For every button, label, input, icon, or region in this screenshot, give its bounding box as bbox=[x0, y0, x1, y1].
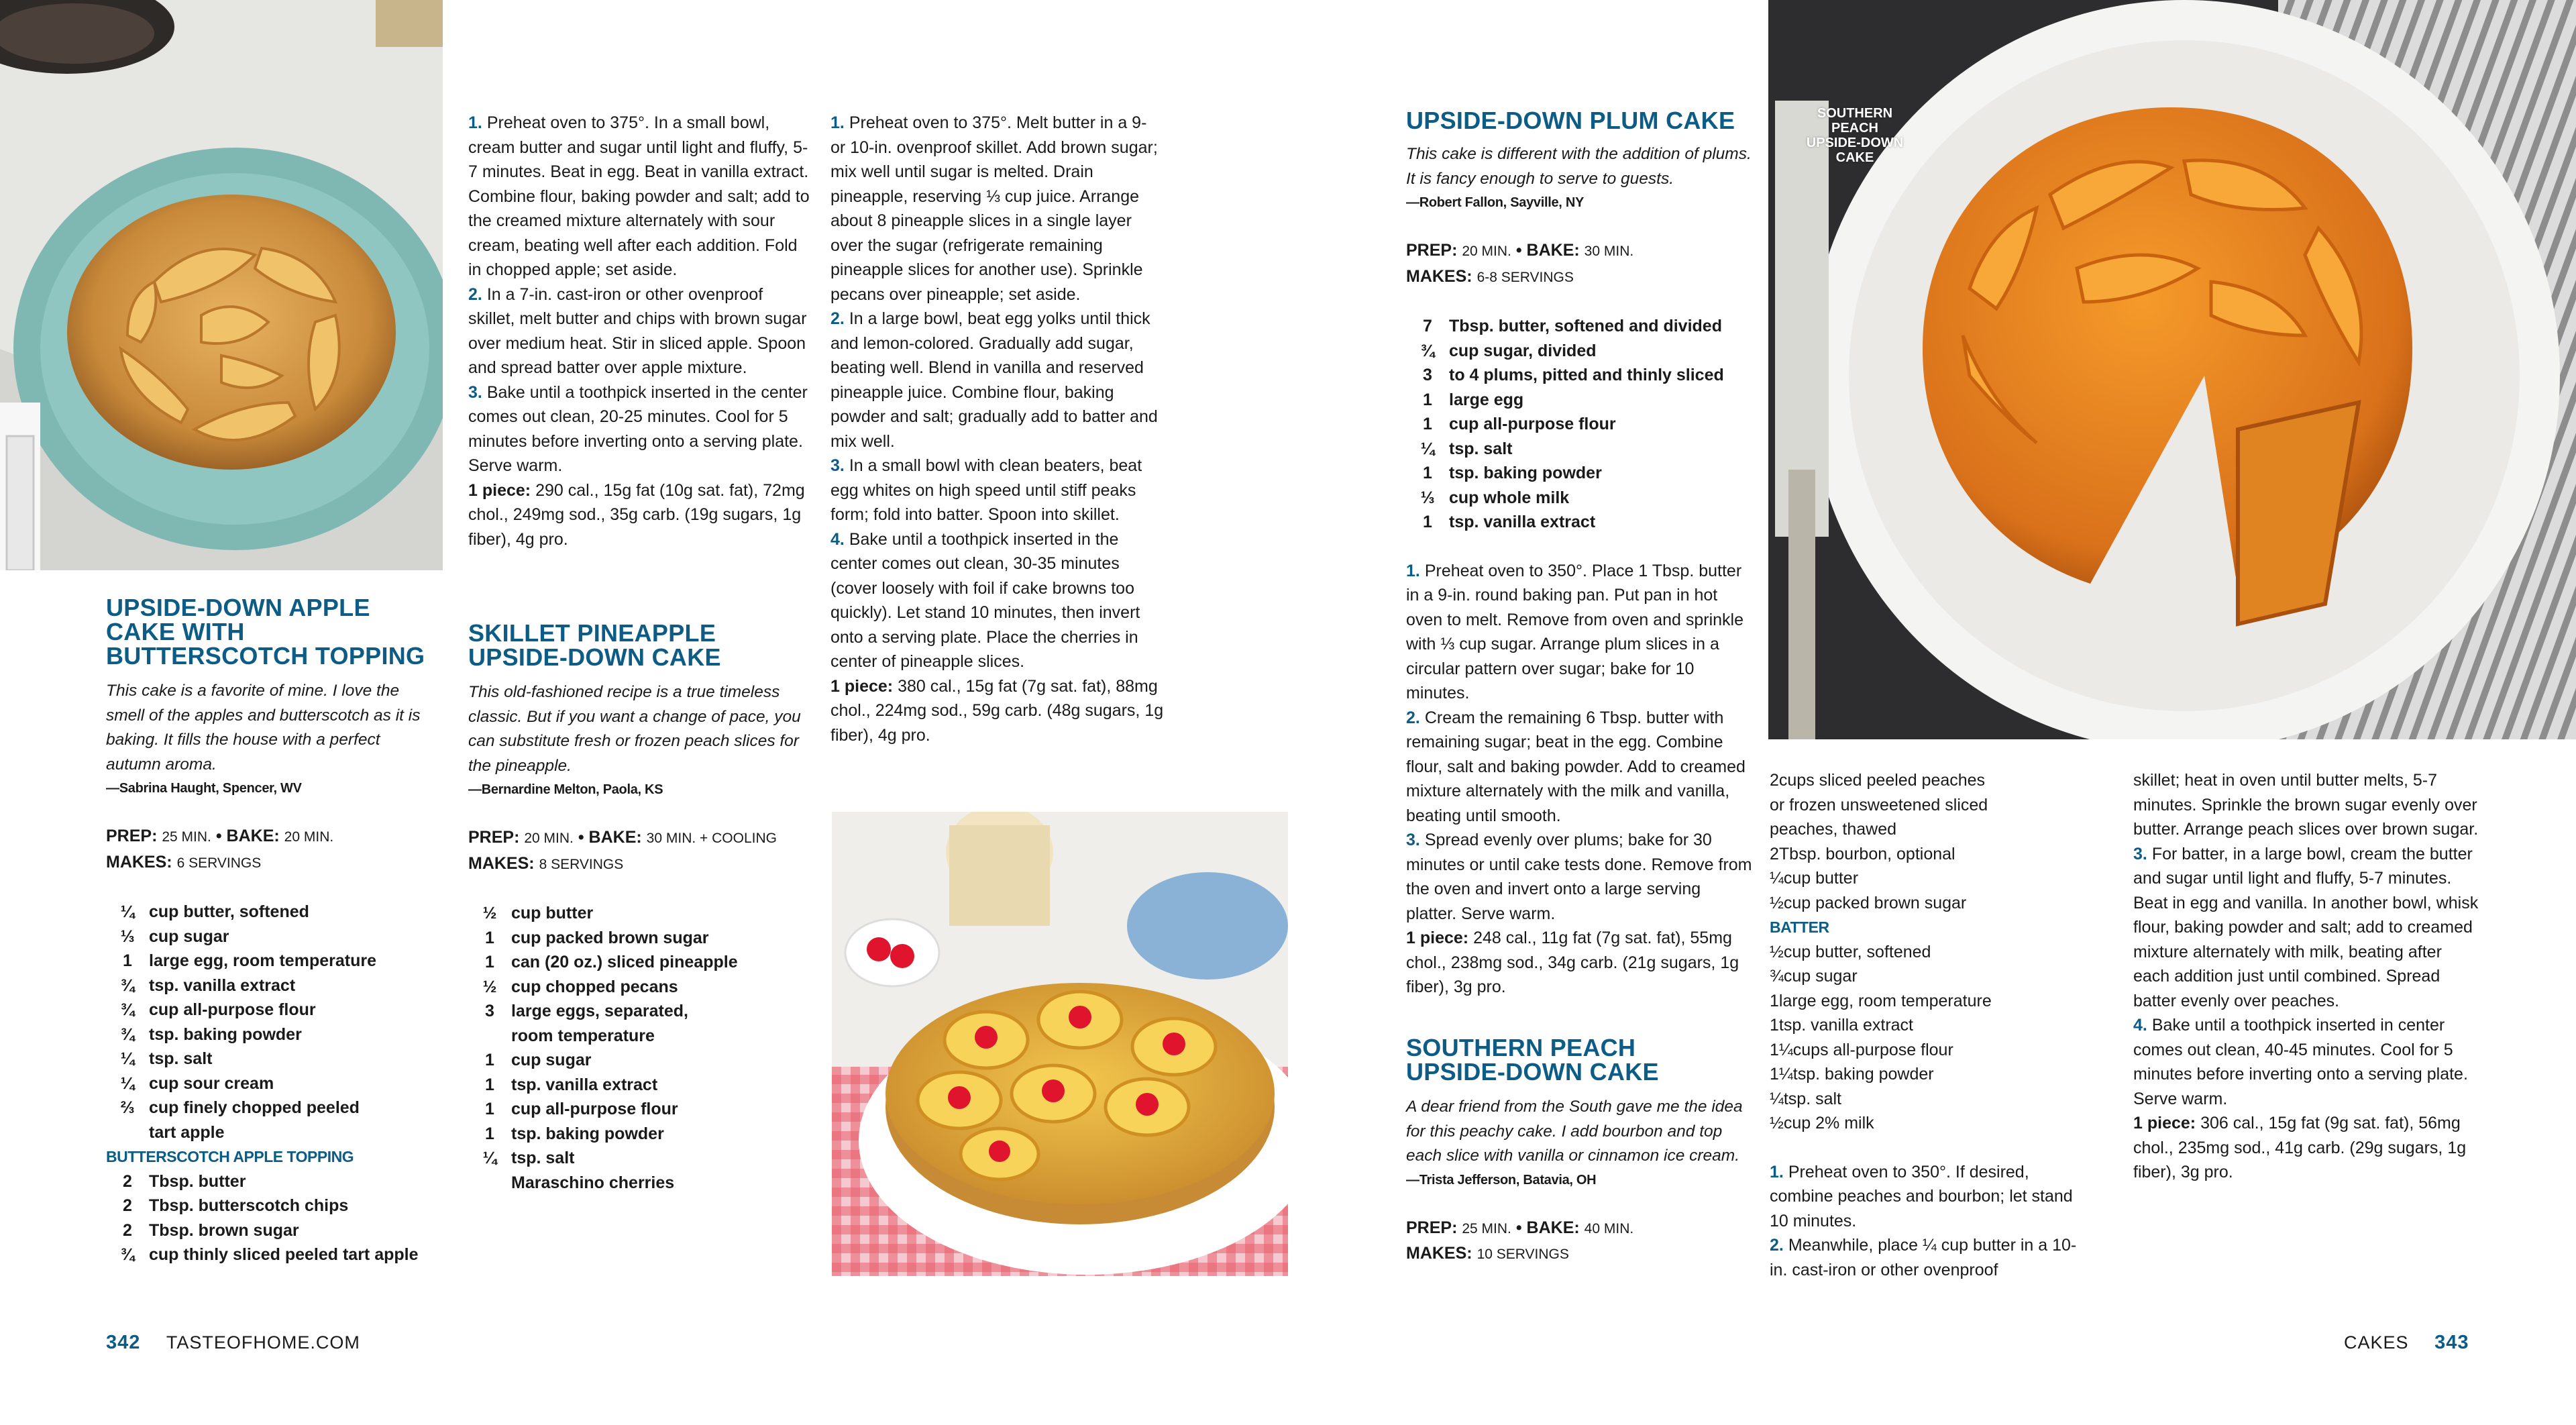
pineapple-title: SKILLET PINEAPPLE UPSIDE-DOWN CAKE bbox=[468, 619, 721, 671]
direction-step bbox=[1406, 559, 1755, 706]
ingredient-text: cup sugar bbox=[511, 1051, 592, 1069]
ingredient-row bbox=[1770, 989, 2092, 1014]
step-number: 3. bbox=[468, 382, 482, 402]
ingredient-row bbox=[1770, 891, 2092, 916]
ingredient-text: cup all-purpose flour bbox=[511, 1100, 678, 1118]
ingredient-quantity: 2 bbox=[123, 1171, 132, 1191]
peach-step-3: 3. For batter, in a large bowl, cream the butter and sugar until light and fluffy, 5-7 minutes. Beat in egg and vanilla. In another bowl, whisk flour, baking powder and salt; add to creamed mixture alternately with milk, beating after each addition just until combined. Spread batter evenly over peaches. bbox=[2133, 844, 2479, 1010]
ingredient-quantity: ¼ bbox=[1770, 1089, 1784, 1108]
ingredient-text: tart apple bbox=[149, 1122, 225, 1142]
ingredient-row bbox=[1770, 1013, 2092, 1038]
ingredient-quantity: ⅓ bbox=[1420, 488, 1435, 507]
ingredient-text: cup thinly sliced peeled tart apple bbox=[149, 1245, 419, 1264]
ingredient-quantity: ½ bbox=[482, 977, 497, 996]
ingredient-row bbox=[106, 1022, 435, 1047]
ingredient-text: cup sugar bbox=[149, 927, 229, 946]
pineapple-cake-photo bbox=[832, 812, 1288, 1276]
ingredient-quantity: ⅓ bbox=[120, 927, 135, 946]
ingredient-quantity: ¾ bbox=[120, 975, 135, 995]
ingredient-quantity: 1 bbox=[1423, 390, 1432, 409]
ingredient-text: tsp. salt bbox=[149, 1049, 213, 1068]
ingredient-row bbox=[1406, 339, 1755, 364]
apple-cake-photo bbox=[0, 0, 443, 570]
ingredient-quantity: ⅔ bbox=[120, 1098, 135, 1117]
plum-makes: MAKES: 6-8 SERVINGS bbox=[1406, 266, 1574, 286]
ingredient-row bbox=[1770, 1038, 2092, 1063]
peach-batter-head: BATTER bbox=[1770, 918, 1829, 936]
ingredient-text: tsp. baking powder bbox=[1792, 1065, 1934, 1084]
ingredient-row bbox=[1770, 842, 2092, 867]
direction-step bbox=[468, 111, 810, 282]
peach-step-4: 4. Bake until a toothpick inserted in center comes out clean, 40-45 minutes. Cool for 5 minutes before inverting onto a serving plate. Serve warm. bbox=[2133, 1016, 2468, 1108]
ingredient-row bbox=[468, 1073, 804, 1098]
ingredient-row bbox=[468, 950, 804, 975]
ingredient-quantity: ½ bbox=[482, 904, 497, 922]
direction-step bbox=[468, 282, 810, 380]
apple-topping-head: BUTTERSCOTCH APPLE TOPPING bbox=[106, 1148, 354, 1165]
ingredient-quantity: ½ bbox=[1770, 893, 1784, 912]
step-text: Cream the remaining 6 Tbsp. butter with remaining sugar; beat in the egg. Combine flour, salt and baking powder. Add to creamed mixture alternately with the milk and vanilla, beating until smooth. bbox=[1406, 708, 1746, 825]
ingredient-row bbox=[106, 1096, 435, 1120]
peach-recipe-header bbox=[1406, 1036, 1755, 1267]
ingredient-text: large eggs, separated, bbox=[511, 1002, 689, 1020]
peach-batter-ingredients bbox=[1770, 940, 2092, 1136]
ingredient-quantity: 2 bbox=[123, 1196, 132, 1215]
ingredient-row bbox=[106, 1169, 435, 1194]
ingredient-row bbox=[1406, 486, 1755, 511]
ingredient-quantity: 1 bbox=[1423, 415, 1432, 433]
step-text: Preheat oven to 375°. Melt butter in a 9- or 10-in. ovenproof skillet. Add brown sugar; mix well until sugar is melted. Drain pineapple, reserving ⅓ cup juice. Arrange about 8 pineapple slices in a single layer over the sugar (refrigerate remaining pineapple slices for another use). Sprinkle pecans over pineapple; set aside. bbox=[830, 113, 1158, 304]
step-text: Preheat oven to 350°. Place 1 Tbsp. butter in a 9-in. round baking pan. Put pan in hot oven to melt. Remove from oven and sprinkle with ⅓ cup sugar. Arrange plum slices in a circular pattern over sugar; bake for 10 minutes. bbox=[1406, 561, 1744, 702]
peach-ingredients bbox=[1770, 768, 2092, 915]
ingredient-quantity: ¾ bbox=[1770, 967, 1784, 986]
ingredient-text: cup butter bbox=[511, 904, 594, 922]
plum-intro: This cake is different with the addition of plums. It is fancy enough to serve to guests. bbox=[1406, 145, 1752, 188]
ingredient-text: cup packed brown sugar bbox=[1783, 893, 1967, 912]
ingredient-row bbox=[106, 1071, 435, 1096]
ingredient-row bbox=[468, 1146, 804, 1171]
ingredient-quantity: ¼ bbox=[1770, 869, 1784, 888]
ingredient-quantity: 1 bbox=[485, 928, 494, 947]
ingredient-row bbox=[1406, 388, 1755, 413]
ingredient-row bbox=[468, 999, 804, 1024]
ingredient-quantity: 3 bbox=[485, 1002, 494, 1020]
ingredient-text: Tbsp. bourbon, optional bbox=[1778, 844, 1955, 863]
ingredient-quantity: 2 bbox=[123, 1220, 132, 1240]
peach-nutrition: 1 piece: 306 cal., 15g fat (9g sat. fat), 56mg chol., 235mg sod., 41g carb. (29g sugars, 1g fiber), 3g pro. bbox=[2133, 1114, 2467, 1181]
ingredient-text: Tbsp. brown sugar bbox=[149, 1220, 299, 1240]
ingredient-text: tsp. vanilla extract bbox=[1778, 1016, 1913, 1035]
ingredient-row bbox=[1406, 314, 1755, 339]
peach-ingredients-col bbox=[1770, 768, 2092, 1282]
direction-step bbox=[830, 307, 1166, 454]
pineapple-nutrition: 1 piece: 380 cal., 15g fat (7g sat. fat), 88mg chol., 224mg sod., 59g carb. (48g sugars, 1g fiber), 4g pro. bbox=[830, 676, 1164, 745]
ingredient-text: cup sour cream bbox=[149, 1073, 274, 1093]
ingredient-row bbox=[468, 926, 804, 951]
ingredient-row bbox=[1406, 437, 1755, 462]
ingredient-row bbox=[1770, 940, 2092, 965]
pineapple-recipe bbox=[468, 621, 804, 1195]
ingredient-text: cup sugar bbox=[1783, 967, 1858, 986]
step-number: 1. bbox=[830, 113, 845, 132]
pineapple-byline: —Bernardine Melton, Paola, KS bbox=[468, 782, 663, 797]
ingredient-quantity: ¼ bbox=[1420, 439, 1435, 458]
ingredient-text: tsp. salt bbox=[1783, 1089, 1842, 1108]
pineapple-intro: This old-fashioned recipe is a true timeless classic. But if you want a change of pace, you can substitute fresh or frozen peach slices for the pineapple. bbox=[468, 683, 801, 775]
ingredient-quantity: 1 bbox=[485, 1051, 494, 1069]
ingredient-quantity: ¾ bbox=[120, 1245, 135, 1264]
peach-title: SOUTHERN PEACH UPSIDE-DOWN CAKE bbox=[1406, 1034, 1659, 1086]
ingredient-quantity: ¾ bbox=[120, 1000, 135, 1019]
ingredient-text: Tbsp. butter, softened and divided bbox=[1449, 317, 1722, 335]
plum-title: UPSIDE-DOWN PLUM CAKE bbox=[1406, 107, 1735, 134]
apple-intro: This cake is a favorite of mine. I love the smell of the apples and butterscotch as it is baking. It fills the house with a perfect autumn aroma. bbox=[106, 682, 421, 774]
ingredient-text: cup finely chopped peeled bbox=[149, 1098, 360, 1117]
ingredient-text: Tbsp. butter bbox=[149, 1171, 246, 1191]
apple-title: UPSIDE-DOWN APPLE CAKE WITH BUTTERSCOTCH TOPPING bbox=[106, 594, 425, 670]
peach-directions-col bbox=[2133, 768, 2482, 1185]
ingredient-text: tsp. vanilla extract bbox=[511, 1075, 658, 1094]
apple-makes: MAKES: 6 SERVINGS bbox=[106, 852, 262, 872]
ingredient-quantity: 1 bbox=[1423, 464, 1432, 482]
ingredient-row bbox=[468, 1048, 804, 1073]
ingredient-text: to 4 plums, pitted and thinly sliced bbox=[1449, 366, 1724, 384]
apple-directions bbox=[468, 111, 810, 551]
plum-recipe bbox=[1406, 109, 1755, 1000]
ingredient-text: cup whole milk bbox=[1449, 488, 1570, 507]
ingredient-text: peaches, thawed bbox=[1770, 820, 1897, 839]
ingredient-quantity: ¼ bbox=[482, 1149, 497, 1167]
ingredient-row bbox=[468, 1122, 804, 1147]
step-number: 2. bbox=[468, 284, 482, 304]
ingredient-row bbox=[1406, 461, 1755, 486]
ingredient-quantity: 1 bbox=[485, 1075, 494, 1094]
ingredient-row bbox=[106, 1243, 435, 1267]
ingredient-text: tsp. salt bbox=[1449, 439, 1513, 458]
plum-ingredients bbox=[1406, 314, 1755, 535]
ingredient-row bbox=[1770, 793, 2092, 818]
ingredient-quantity bbox=[106, 1120, 149, 1145]
step-number: 2. bbox=[830, 309, 845, 328]
ingredient-text: can (20 oz.) sliced pineapple bbox=[511, 953, 738, 971]
ingredient-row bbox=[1770, 1087, 2092, 1112]
ingredient-text: tsp. baking powder bbox=[1449, 464, 1602, 482]
ingredient-text: cup chopped pecans bbox=[511, 977, 678, 996]
peach-makes: MAKES: 10 SERVINGS bbox=[1406, 1244, 1569, 1263]
pineapple-directions bbox=[830, 111, 1166, 747]
direction-step bbox=[830, 111, 1166, 307]
right-page-number: 343 bbox=[2434, 1332, 2469, 1353]
step-number: 1. bbox=[1406, 561, 1420, 580]
step-text: Preheat oven to 375°. In a small bowl, cream butter and sugar until light and fluffy, 5-7 minutes. Beat in egg. Beat in vanilla extract. Combine flour, baking powder and salt; add to the creamed mixture alternately with sour cream, beating well after each addition. Fold in chopped apple; set aside. bbox=[468, 113, 810, 279]
ingredient-quantity bbox=[468, 1171, 511, 1196]
direction-step bbox=[830, 527, 1166, 674]
ingredient-text: cup packed brown sugar bbox=[511, 928, 709, 947]
ingredient-text: tsp. vanilla extract bbox=[149, 975, 296, 995]
apple-recipe bbox=[106, 596, 435, 1267]
direction-step bbox=[1406, 706, 1755, 829]
ingredient-text: cups sliced peeled peaches bbox=[1778, 771, 1986, 790]
ingredient-quantity: 1 bbox=[1770, 1016, 1779, 1035]
step-number: 3. bbox=[1406, 831, 1420, 849]
ingredient-quantity: ¾ bbox=[120, 1024, 135, 1044]
step-number: 4. bbox=[830, 529, 845, 549]
ingredient-text: tsp. vanilla extract bbox=[1449, 513, 1596, 531]
plum-nutrition: 1 piece: 248 cal., 11g fat (7g sat. fat), 55mg chol., 238mg sod., 34g carb. (21g sugars, 1g fiber), 3g pro. bbox=[1406, 929, 1739, 996]
ingredient-quantity: 1 bbox=[485, 1100, 494, 1118]
peach-step-2-cont: skillet; heat in oven until butter melts, 5-7 minutes. Sprinkle the brown sugar evenly over butter. Arrange peach slices over brown sugar. bbox=[2133, 771, 2479, 839]
ingredient-row bbox=[106, 1218, 435, 1243]
ingredient-row bbox=[1770, 768, 2092, 793]
right-folio bbox=[2344, 1330, 2469, 1355]
ingredient-text: Tbsp. butterscotch chips bbox=[149, 1196, 349, 1215]
pineapple-ingredients bbox=[468, 901, 804, 1195]
ingredient-row bbox=[106, 998, 435, 1022]
step-text: Spread evenly over plums; bake for 30 minutes or until cake tests done. Remove from the oven and invert onto a large serving platter. Serve warm. bbox=[1406, 831, 1752, 923]
ingredient-row bbox=[1770, 1062, 2092, 1087]
apple-nutrition: 1 piece: 290 cal., 15g fat (10g sat. fat), 72mg chol., 249mg sod., 35g carb. (19g sugars, 1g fiber), 4g pro. bbox=[468, 480, 805, 549]
ingredient-text: large egg, room temperature bbox=[1778, 991, 1992, 1010]
direction-step bbox=[1406, 828, 1755, 926]
ingredient-text: cup butter, softened bbox=[149, 902, 309, 921]
peach-intro: A dear friend from the South gave me the idea for this peachy cake. I add bourbon and top each slice with vanilla or cinnamon ice cream. bbox=[1406, 1098, 1743, 1165]
ingredient-quantity: ¾ bbox=[1420, 341, 1435, 360]
ingredient-row bbox=[1770, 1111, 2092, 1136]
ingredient-quantity: 1 bbox=[1423, 513, 1432, 531]
pineapple-makes: MAKES: 8 SERVINGS bbox=[468, 853, 624, 873]
ingredient-text: large egg bbox=[1449, 390, 1524, 409]
peach-photo-label: SOUTHERN PEACH UPSIDE-DOWN CAKE bbox=[1806, 106, 1904, 165]
apple-ingredients bbox=[106, 900, 435, 1145]
direction-step bbox=[468, 380, 810, 478]
step-text: Bake until a toothpick inserted in the center comes out clean, 20-25 minutes. Cool for 5 minutes before inverting onto a serving plate. Serve warm. bbox=[468, 382, 808, 475]
step-text: Bake until a toothpick inserted in the center comes out clean, 30-35 minutes (cover loosely with foil if cake browns too quickly). Let stand 10 minutes, then invert onto a serving plate. Place the cherries in center of pineapple slices. bbox=[830, 529, 1140, 671]
ingredient-text: cup 2% milk bbox=[1783, 1114, 1874, 1132]
ingredient-quantity: ½ bbox=[1770, 942, 1784, 961]
ingredient-row bbox=[468, 1171, 804, 1196]
ingredient-text: cup butter bbox=[1783, 869, 1859, 888]
ingredient-quantity: 1 bbox=[123, 951, 132, 970]
peach-byline: —Trista Jefferson, Batavia, OH bbox=[1406, 1172, 1597, 1188]
ingredient-quantity: 3 bbox=[1423, 366, 1432, 384]
step-text: In a 7-in. cast-iron or other ovenproof skillet, melt butter and chips with brown sugar over medium heat. Stir in sliced apple. Spoon and spread batter over apple mixture. bbox=[468, 284, 807, 377]
step-number: 3. bbox=[830, 456, 845, 475]
ingredient-row bbox=[468, 901, 804, 926]
ingredient-row bbox=[1770, 964, 2092, 989]
ingredient-quantity: ¼ bbox=[120, 1049, 135, 1068]
ingredient-quantity: 2 bbox=[1770, 844, 1779, 863]
ingredient-row bbox=[468, 1024, 804, 1049]
ingredient-row bbox=[106, 1047, 435, 1071]
ingredient-row bbox=[1770, 866, 2092, 891]
ingredient-row bbox=[468, 975, 804, 1000]
plum-byline: —Robert Fallon, Sayville, NY bbox=[1406, 195, 1584, 210]
direction-step bbox=[830, 454, 1166, 527]
ingredient-text: room temperature bbox=[511, 1026, 655, 1045]
section-name: CAKES bbox=[2344, 1332, 2409, 1353]
ingredient-row bbox=[106, 1120, 435, 1145]
ingredient-quantity bbox=[468, 1024, 511, 1049]
ingredient-row bbox=[106, 900, 435, 925]
ingredient-text: cup all-purpose flour bbox=[1449, 415, 1616, 433]
ingredient-quantity: 1 bbox=[485, 953, 494, 971]
ingredient-quantity: 1¼ bbox=[1770, 1040, 1793, 1059]
peach-prep-bake: PREP: 25 MIN. • BAKE: 40 MIN. bbox=[1406, 1218, 1634, 1237]
ingredient-row bbox=[1406, 412, 1755, 437]
left-folio bbox=[106, 1330, 360, 1355]
ingredient-text: tsp. baking powder bbox=[511, 1124, 664, 1143]
peach-step-1: 1. Preheat oven to 350°. If desired, combine peaches and bourbon; let stand 10 minutes. bbox=[1770, 1162, 2073, 1230]
plum-prep-bake: PREP: 20 MIN. • BAKE: 30 MIN. bbox=[1406, 241, 1634, 260]
ingredient-quantity: 1¼ bbox=[1770, 1065, 1793, 1084]
step-text: In a large bowl, beat egg yolks until thick and lemon-colored. Gradually add sugar, beating well. Blend in vanilla and reserved pineapple juice. Combine flour, baking powder and salt; gradually add to batter and mix well. bbox=[830, 309, 1158, 451]
ingredient-quantity: 1 bbox=[485, 1124, 494, 1143]
ingredient-text: tsp. baking powder bbox=[149, 1024, 302, 1044]
ingredient-row bbox=[106, 1194, 435, 1218]
apple-topping-ingredients bbox=[106, 1169, 435, 1267]
ingredient-row bbox=[106, 973, 435, 998]
step-text: In a small bowl with clean beaters, beat egg whites on high speed until stiff peaks form; fold into batter. Spoon into skillet. bbox=[830, 456, 1142, 524]
ingredient-text: tsp. salt bbox=[511, 1149, 575, 1167]
ingredient-text: or frozen unsweetened sliced bbox=[1770, 795, 1988, 814]
ingredient-text: cup sugar, divided bbox=[1449, 341, 1597, 360]
ingredient-quantity: ¼ bbox=[120, 1073, 135, 1093]
site-name: TASTEOFHOME.COM bbox=[166, 1332, 360, 1353]
apple-prep-bake: PREP: 25 MIN. • BAKE: 20 MIN. bbox=[106, 827, 334, 845]
ingredient-row bbox=[1770, 817, 2092, 842]
ingredient-row bbox=[106, 949, 435, 973]
ingredient-text: cup butter, softened bbox=[1783, 942, 1931, 961]
step-number: 1. bbox=[468, 113, 482, 132]
ingredient-row bbox=[468, 1097, 804, 1122]
ingredient-text: large egg, room temperature bbox=[149, 951, 376, 970]
ingredient-text: cup all-purpose flour bbox=[149, 1000, 316, 1019]
ingredient-quantity: 2 bbox=[1770, 771, 1779, 790]
pineapple-prep-bake: PREP: 20 MIN. • BAKE: 30 MIN. + COOLING bbox=[468, 828, 777, 847]
ingredient-quantity: 1 bbox=[1770, 991, 1779, 1010]
apple-byline: —Sabrina Haught, Spencer, WV bbox=[106, 781, 302, 796]
ingredient-row bbox=[1406, 510, 1755, 535]
peach-step-2: 2. Meanwhile, place ¼ cup butter in a 10-in. cast-iron or other ovenproof bbox=[1770, 1236, 2077, 1279]
left-page-number: 342 bbox=[106, 1332, 141, 1353]
ingredient-row bbox=[1406, 363, 1755, 388]
ingredient-quantity: 7 bbox=[1423, 317, 1432, 335]
ingredient-row bbox=[106, 925, 435, 949]
step-number: 2. bbox=[1406, 708, 1420, 727]
ingredient-text: Maraschino cherries bbox=[511, 1173, 675, 1192]
ingredient-quantity: ½ bbox=[1770, 1114, 1784, 1132]
ingredient-text: cups all-purpose flour bbox=[1792, 1040, 1953, 1059]
ingredient-quantity: ¼ bbox=[120, 902, 135, 921]
